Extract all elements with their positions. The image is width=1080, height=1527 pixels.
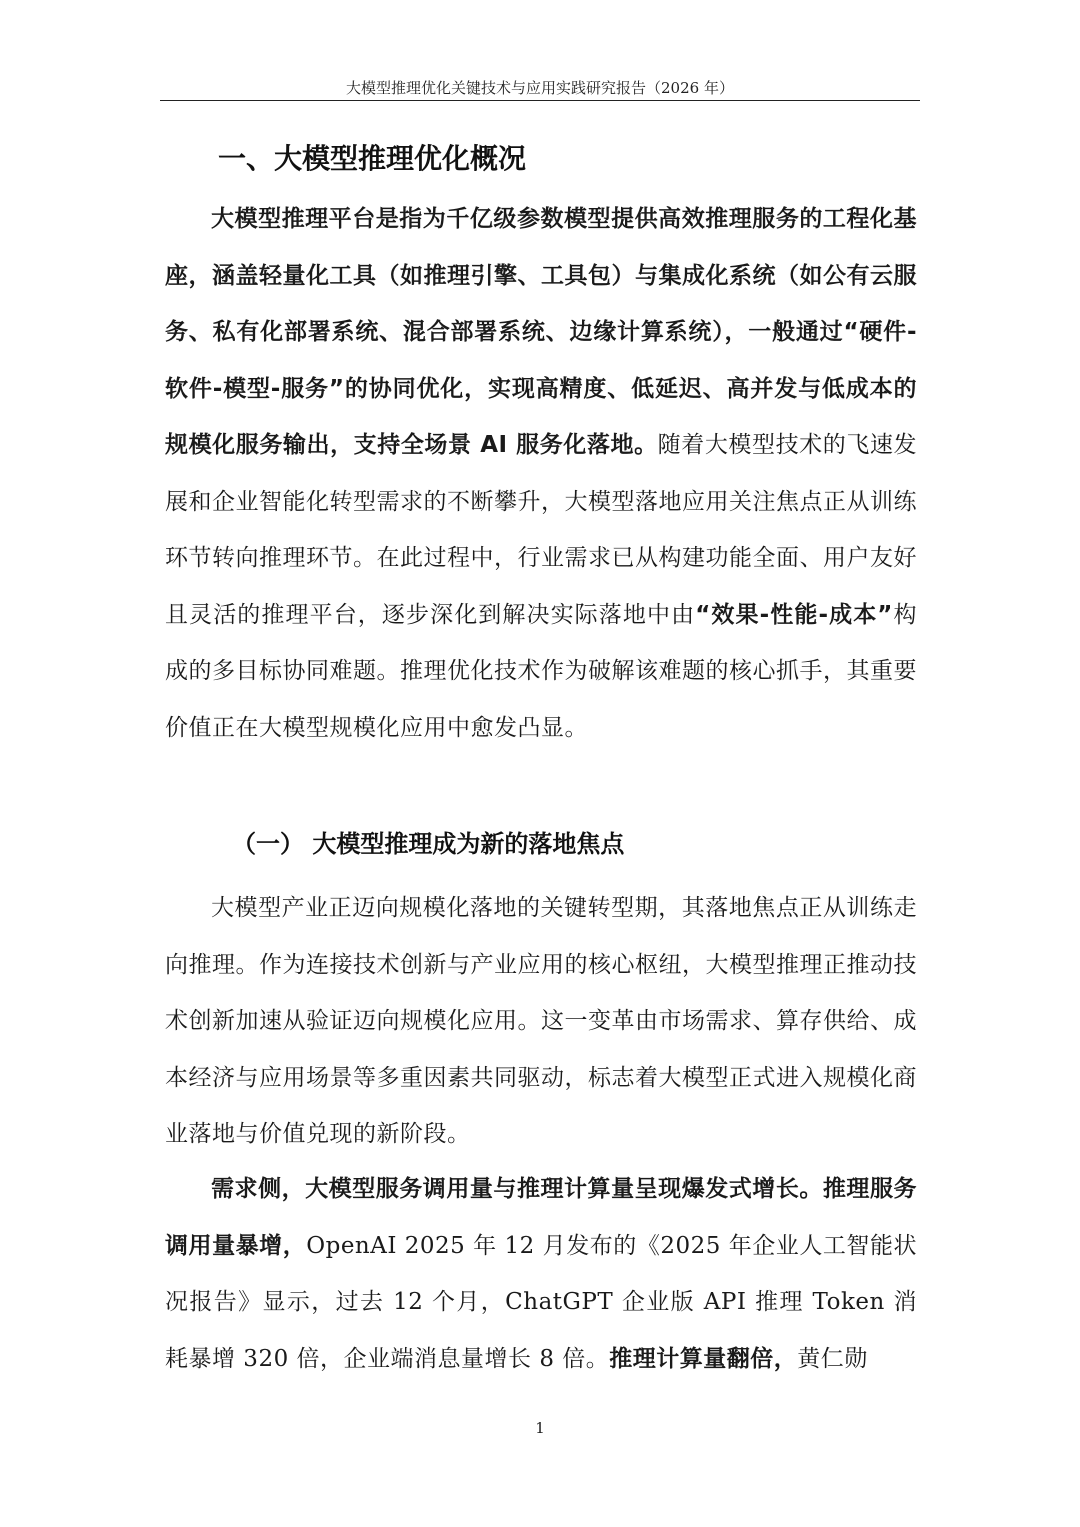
compute-bold: 推理计算量翻倍，	[609, 1345, 798, 1372]
demand-side-bold: 需求侧，大模型服务调用量与推理计算量呈现爆发式增长。推理服务调用量暴增，	[165, 1176, 917, 1259]
compute-text: 黄仁勋	[797, 1345, 868, 1372]
intro-text: 随着大模型技术的飞速发展和企业智能化转型需求的不断攀升，大模型落地应用关注焦点正从训练环节转向推理环节。在此过程中，行业需求已从构建功能全面、用户友好且灵活的推理平台，逐步深化到解决实际落地中由	[165, 432, 918, 628]
intro-definition-bold: 大模型推理平台是指为千亿级参数模型提供高效推理服务的工程化基座，涵盖轻量化工具（如推理引擎、工具包）与集成化系统（如公有云服务、私有化部署系统、混合部署系统、边缘计算系统），一般通过“硬件-软件-模型-服务”的协同优化，实现高精度、低延迟、高并发与低成本的规模化服务输出，支持全场景 AI 服务化落地。	[165, 206, 917, 458]
header-divider	[160, 100, 920, 101]
section-heading: 一、大模型推理优化概况	[218, 142, 527, 175]
subsection-heading: （一） 大模型推理成为新的落地焦点	[232, 829, 625, 858]
body-paragraph-2: 大模型产业正迈向规模化落地的关键转型期，其落地焦点正从训练走向推理。作为连接技术创新与产业应用的核心枢纽，大模型推理正推动技术创新加速从验证迈向规模化应用。这一变革由市场需求、算存供给、成本经济与应用场景等多重因素共同驱动，标志着大模型正式进入规模化商业落地与价值兑现的新阶段。	[165, 895, 917, 1147]
intro-emphasis: “效果-性能-成本”	[695, 601, 893, 628]
intro-text-end: 构成的多目标协同难题。推理优化技术作为破解该难题的核心抓手，其重要价值正在大模型规模化应用中愈发凸显。	[165, 601, 918, 741]
intro-paragraph	[165, 191, 917, 756]
page-number: 1	[535, 1419, 545, 1437]
demand-side-text: OpenAI 2025 年 12 月发布的《2025 年企业人工智能状况报告》显示，过去 12 个月，ChatGPT 企业版 API 推理 Token 消耗暴增 320 倍，企业端消息量增长 8 倍。	[165, 1232, 918, 1372]
running-header: 大模型推理优化关键技术与应用实践研究报告（2026 年）	[346, 79, 734, 97]
body-paragraph-3	[165, 1161, 917, 1387]
